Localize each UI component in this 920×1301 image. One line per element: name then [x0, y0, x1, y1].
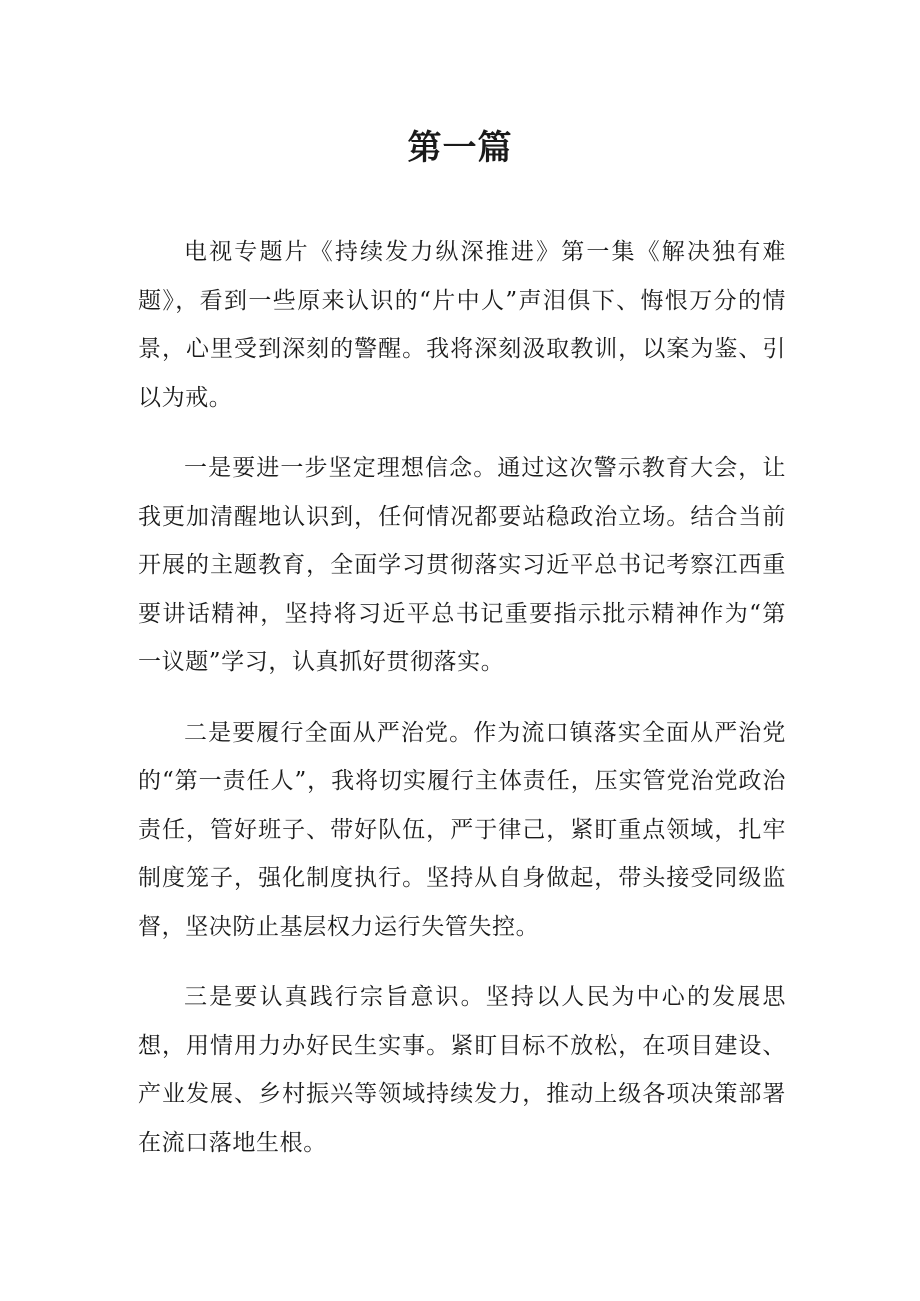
paragraph-point-three: 三是要认真践行宗旨意识。坚持以人民为中心的发展思想，用情用力办好民生实事。紧盯目标不放松，在项目建设、产业发展、乡村振兴等领域持续发力，推动上级各项决策部署在流口落地生根。 — [138, 984, 786, 1156]
document-body — [138, 228, 786, 1189]
paragraph-point-one: 一是要进一步坚定理想信念。通过这次警示教育大会，让我更加清醒地认识到，任何情况都要站稳政治立场。结合当前开展的主题教育，全面学习贯彻落实习近平总书记考察江西重要讲话精神，坚持将习近平总书记重要指示批示精神作为“第一议题”学习，认真抓好贯彻落实。 — [138, 455, 786, 675]
document-title: 第一篇 — [407, 128, 513, 168]
paragraph-intro: 电视专题片《持续发力纵深推进》第一集《解决独有难题》，看到一些原来认识的“片中人”声泪俱下、悔恨万分的情景，心里受到深刻的警醒。我将深刻汲取教训，以案为鉴、引以为戒。 — [138, 239, 786, 411]
paragraph-point-two: 二是要履行全面从严治党。作为流口镇落实全面从严治党的“第一责任人”，我将切实履行主体责任，压实管党治党政治责任，管好班子、带好队伍，严于律己，紧盯重点领域，扎牢制度笼子，强化制度执行。坚持从自身做起，带头接受同级监督，坚决防止基层权力运行失管失控。 — [138, 719, 786, 940]
